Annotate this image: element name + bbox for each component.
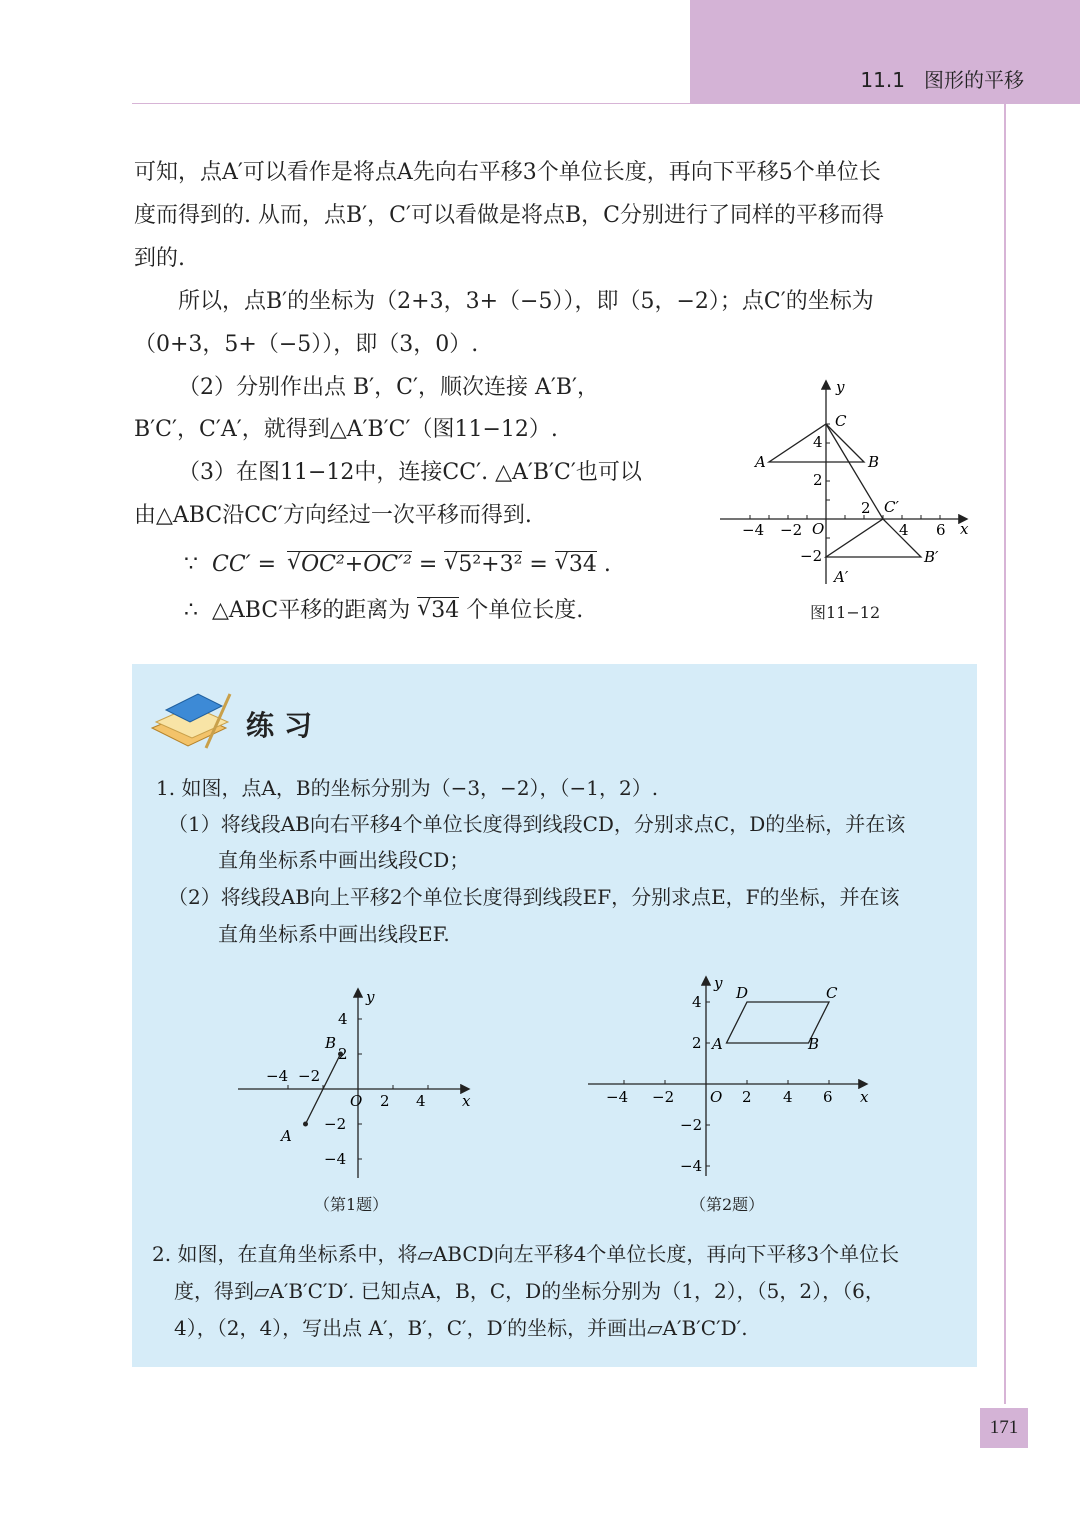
q1-label-b: B — [325, 1034, 337, 1052]
label-a: A — [755, 453, 766, 471]
q1-tick-y-4: 4 — [338, 1010, 348, 1028]
tick-x-2: 2 — [861, 499, 871, 517]
tick-x-6: 6 — [936, 521, 946, 539]
tick-x-4: 4 — [899, 521, 909, 539]
paragraph-1-line-1: 可知，点A′可以看作是将点A先向右平移3个单位长度，再向下平移5个单位长 — [134, 160, 881, 185]
point-a — [303, 1122, 308, 1127]
question-2-line-1: 2. 如图，在直角坐标系中，将▱ABCD向左平移4个单位长度，再向下平移3个单位长 — [152, 1242, 900, 1266]
question-1-part-1-line-2: 直角坐标系中画出线段CD； — [218, 848, 470, 872]
formula-distance — [184, 550, 611, 580]
q2-tick-x-2: 2 — [742, 1088, 752, 1106]
conclusion-post: 个单位长度. — [466, 598, 584, 623]
question-2-line-3: 4），（2，4），写出点 A′，B′，C′，D′的坐标，并画出▱A′B′C′D′. — [174, 1316, 748, 1340]
page-number: 171 — [980, 1408, 1028, 1448]
q2-label-a: A — [712, 1035, 723, 1053]
question-1-line-1: 1. 如图，点A，B的坐标分别为（−3，−2），（−1，2）. — [156, 776, 659, 800]
equals-1: = — [418, 552, 438, 577]
q2-tick-x-6: 6 — [823, 1088, 833, 1106]
tick-x-neg2: −2 — [780, 521, 803, 539]
q2-label-c: C — [826, 984, 838, 1002]
q2-label-d: D — [736, 984, 749, 1002]
q1-tick-x-2: 2 — [380, 1092, 390, 1110]
q2-tick-y-4: 4 — [692, 993, 702, 1011]
origin-label: O — [812, 520, 825, 538]
paragraph-2-line-1: 所以，点B′的坐标为（2+3，3+（−5）），即（5，−2）；点C′的坐标为 — [178, 289, 874, 314]
equals-2: = — [529, 552, 548, 577]
section-number: 11.1 — [860, 68, 905, 92]
radical-4-content: 34 — [431, 598, 460, 623]
label-b: B — [868, 453, 880, 471]
question-1-part-2-line-1: （2）将线段AB向上平移2个单位长度得到线段EF，分别求点E，F的坐标，并在该 — [168, 885, 900, 909]
section-title: 图形的平移 — [924, 68, 1024, 92]
q2-tick-y-neg4: −4 — [680, 1157, 703, 1175]
q1-tick-y-neg2: −2 — [324, 1115, 347, 1133]
paragraph-3-line-2: B′C′，C′A′，就得到△A′B′C′（图11−12）. — [134, 417, 558, 442]
q2-tick-y-2: 2 — [692, 1034, 702, 1052]
figure-question-1-caption: （第1题） — [314, 1195, 389, 1214]
radical-1: √ OC²+OC′² — [287, 550, 412, 577]
formula-lhs: CC′ = — [212, 552, 277, 577]
radical-4: √ 34 — [417, 596, 460, 623]
radical-2: √ 5²+3² — [444, 550, 523, 577]
paragraph-4-line-2: 由△ABC沿CC′方向经过一次平移而得到. — [134, 503, 532, 528]
label-b1: B′ — [924, 548, 939, 566]
figure-11-12 — [716, 372, 976, 592]
conclusion — [184, 596, 583, 626]
label-c1: C′ — [884, 498, 899, 516]
q2-tick-x-neg4: −4 — [606, 1088, 629, 1106]
formula-period: . — [603, 552, 611, 577]
therefore-symbol: ∴ — [184, 598, 198, 623]
q1-origin-label: O — [350, 1092, 363, 1110]
q1-tick-x-neg4: −4 — [266, 1067, 289, 1085]
books-icon — [146, 688, 236, 752]
radical-1-content: OC²+OC′² — [301, 552, 412, 577]
paragraph-1-line-3: 到的. — [134, 246, 185, 271]
since-symbol: ∵ — [184, 552, 198, 577]
radical-3: √ 34 — [554, 550, 597, 577]
label-c: C — [835, 412, 847, 430]
label-a1: A′ — [834, 568, 849, 586]
q2-tick-x-neg2: −2 — [652, 1088, 675, 1106]
q1-tick-y-neg4: −4 — [324, 1150, 347, 1168]
figure-question-2-caption: （第2题） — [690, 1195, 765, 1214]
conclusion-pre: △ABC平移的距离为 — [212, 598, 411, 623]
figure-question-2 — [586, 974, 876, 1180]
q2-y-label: y — [714, 974, 723, 992]
figure-question-1 — [236, 986, 476, 1182]
figure-11-12-caption: 图11−12 — [810, 603, 881, 622]
header-rule — [132, 103, 692, 104]
q1-tick-x-neg2: −2 — [298, 1067, 321, 1085]
q2-origin-label: O — [710, 1088, 723, 1106]
q2-x-label: x — [860, 1088, 869, 1106]
section-header — [860, 64, 1024, 93]
side-rule — [1004, 104, 1006, 1404]
question-1-part-1-line-1: （1）将线段AB向右平移4个单位长度得到线段CD，分别求点C，D的坐标，并在该 — [168, 812, 906, 836]
question-1-part-2-line-2: 直角坐标系中画出线段EF. — [218, 922, 450, 946]
q2-tick-y-neg2: −2 — [680, 1116, 703, 1134]
q1-label-a: A — [281, 1127, 292, 1145]
paragraph-2-line-2: （0+3，5+（−5）），即（3，0）. — [134, 332, 479, 357]
q1-tick-x-4: 4 — [416, 1092, 426, 1110]
q2-tick-x-4: 4 — [783, 1088, 793, 1106]
x-axis-label: x — [960, 520, 969, 538]
y-axis-label: y — [836, 378, 845, 396]
radical-2-content: 5²+3² — [458, 552, 523, 577]
question-2-line-2: 度，得到▱A′B′C′D′. 已知点A，B，C，D的坐标分别为（1，2），（5，2），（6， — [174, 1279, 885, 1303]
q1-y-label: y — [366, 988, 375, 1006]
q1-tick-y-2: 2 — [338, 1045, 348, 1063]
radical-3-content: 34 — [568, 552, 597, 577]
tick-y-4: 4 — [813, 433, 823, 451]
segment-cc1 — [826, 424, 883, 519]
paragraph-1-line-2: 度而得到的. 从而，点B′，C′可以看做是将点B，C分别进行了同样的平移而得 — [134, 203, 884, 228]
tick-x-neg4: −4 — [742, 521, 765, 539]
tick-y-2: 2 — [813, 471, 823, 489]
practice-title: 练习 — [246, 709, 323, 742]
tick-y-neg2: −2 — [800, 547, 823, 565]
paragraph-3-line-1: （2）分别作出点 B′，C′，顺次连接 A′B′， — [178, 375, 600, 400]
q1-x-label: x — [462, 1092, 471, 1110]
q2-label-b: B — [808, 1035, 820, 1053]
paragraph-4-line-1: （3）在图11−12中，连接CC′. △A′B′C′也可以 — [178, 460, 642, 485]
